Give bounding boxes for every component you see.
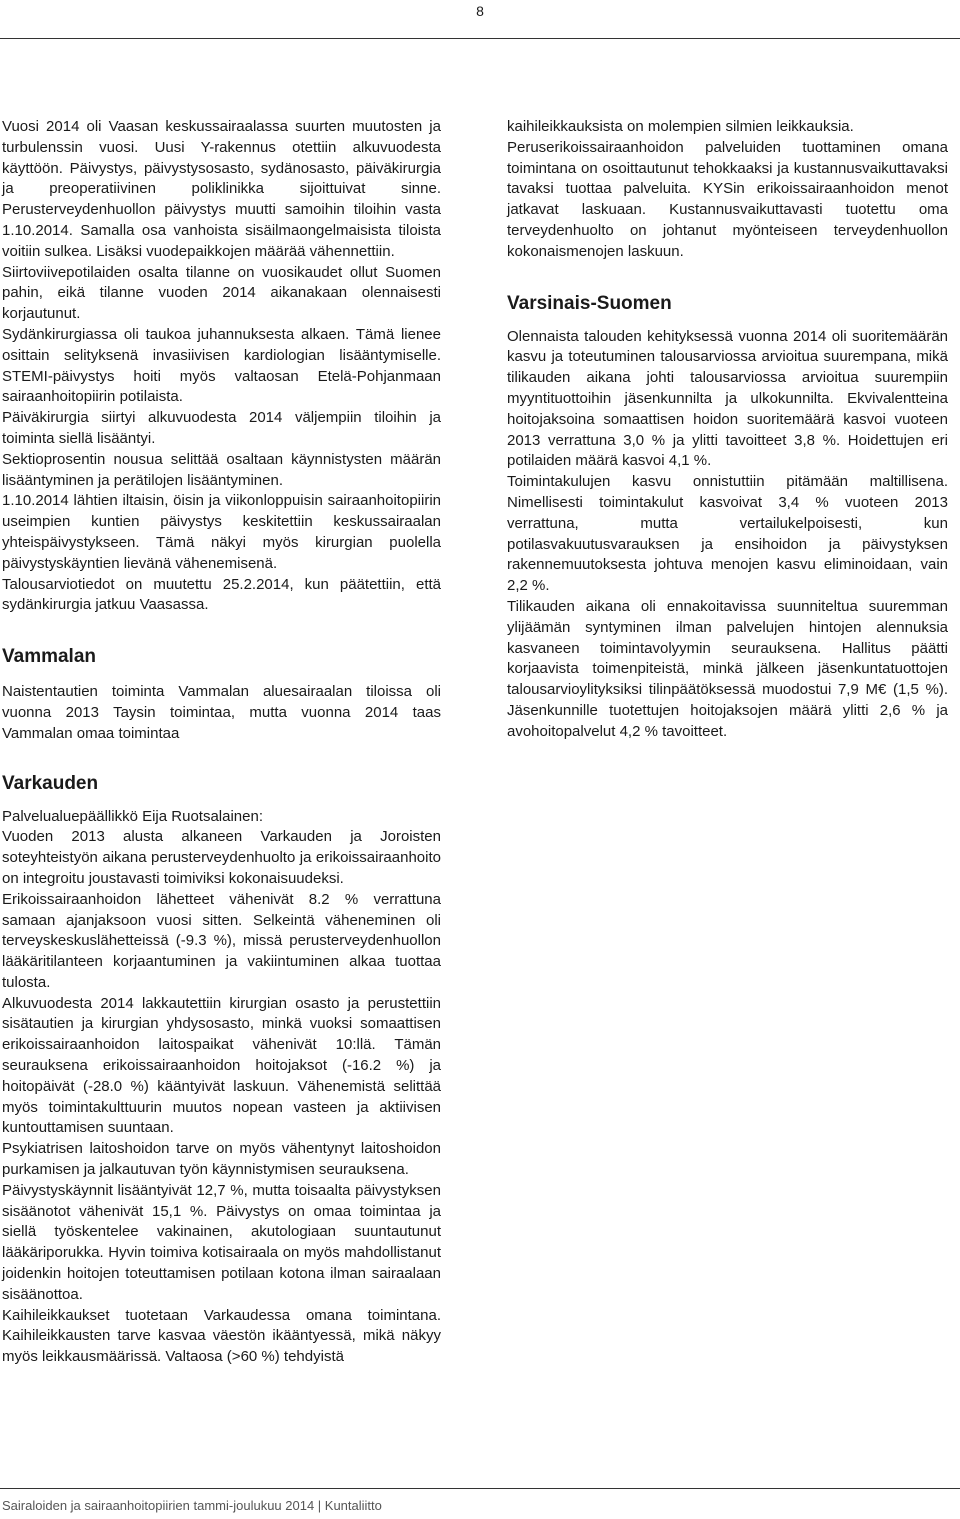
paragraph: Naistentautien toiminta Vammalan aluesairaalan tiloissa oli vuonna 2013 Taysin toimintaa, mutta vuonna 2014 taas Vammalan omaa toimintaa — [2, 683, 441, 742]
footer-divider — [0, 1488, 960, 1489]
paragraph: Olennaista talouden kehityksessä vuonna 2014 oli suoritemäärän kasvu ja toteutuminen talousarviossa arvioitua suurempana, mikä tilikauden aikana johti talousarviossa arvioitua suurempiin myyntituottoihin jäsenkunnilta ja ulkokunnilta. Ekvivalentteina hoitojaksoina somaattisen hoidon suoritemäärä kasvoi vuoteen 2013 verrattuna 3,0 % ja ylitti tavoitteet 3,8 %. Hoidettujen eri potilaiden määrä kasvoi 4,1 %. — [507, 327, 948, 470]
paragraph: Vuoden 2013 alusta alkaneen Varkauden ja Joroisten soteyhteistyön aikana perusterveydenhuolto ja erikoissairaanhoito on integroitu joustavasti toimiviksi kokonaisuudeksi. — [2, 828, 441, 887]
paragraph: Alkuvuodesta 2014 lakkautettiin kirurgian osasto ja perustettiin sisätautien ja kirurgian yhdysosasto, minkä vuoksi somaattisen erikoissairaanhoidon laitospaikat vähenivät 10:llä. Tämän seurauksena erikoissairaanhoidon hoitojaksot (-16.2 %) ja hoitopäivät (-28.0 %) kääntyivät laskuun. Vähenemistä selittää myös toimintakulttuurin muutos nopean vasteen ja aktiivisen kuntouttamisen suuntaan. — [2, 994, 441, 1137]
paragraph: Sydänkirurgiassa oli taukoa juhannuksesta alkaen. Tämä lienee osittain selityksenä invasiivisen kardiologian lisääntymiselle. STEMI-päivystys hoiti myös valtaosan Etelä-Pohjanmaan sairaanhoitopiirin potilaista. — [2, 325, 441, 406]
paragraph: Vuosi 2014 oli Vaasan keskussairaalassa suurten muutosten ja turbulenssin vuosi. Uusi Y-rakennus otettiin alkuvuodesta käyttöön. Päivystys, päivystysosasto, sydänosasto, päiväkirurgia ja preoperatiivinen poliklinikka sijoittuivat sinne. Perusterveydenhuollon päivystys muutti samoihin tiloihin vasta 1.10.2014. Samalla osa vanhoista sisäilmaongelmaisista tiloista voitiin sulkea. Lisäksi vuodepaikkojen määrää vähennettiin. — [2, 118, 441, 260]
paragraph: Psykiatrisen laitoshoidon tarve on myös vähentynyt laitoshoidon purkamisen ja jalkautuvan työn käynnistymisen seurauksena. — [2, 1140, 441, 1179]
paragraph: Sektioprosentin nousua selittää osaltaan käynnistysten määrän lisääntyminen ja perätilojen lisääntyminen. — [2, 450, 441, 489]
paragraph: Päiväkirurgia siirtyi alkuvuodesta 2014 väljempiin tiloihin ja toiminta siellä lisääntyi. — [2, 409, 441, 447]
page-footer: Sairaloiden ja sairaanhoitopiirien tammi-joulukuu 2014 | Kuntaliitto — [2, 1498, 382, 1513]
paragraph: kaihileikkauksista on molempien silmien leikkauksia. — [507, 118, 854, 135]
paragraph: Peruserikoissairaanhoidon palveluiden tuottaminen omana toimintana on osoittautunut tehokkaaksi ja kustannusvaikuttavaksi tavaksi tuottaa palveluita. KYSin erikoissairaanhoidon menot jatkavat laskuaan. Kustannusvaikuttavasti tuotettu oma terveydenhuolto on johtanut myönteiseen terveydenhuollon kokonaismenojen laskuun. — [507, 138, 948, 260]
paragraph: Erikoissairaanhoidon lähetteet vähenivät 8.2 % verrattuna samaan ajanjaksoon vuosi sitten. Selkeintä väheneminen oli terveyskeskuslähetteissä (-9.3 %), missä perusterveydenhuollon lääkäritilanteen korjaantuminen ja vakiintuminen alkaa tuottaa tulosta. — [2, 890, 441, 991]
section-heading-vammalan: Vammalan — [2, 646, 96, 668]
right-column — [507, 117, 948, 743]
paragraph: 1.10.2014 lähtien iltaisin, öisin ja viikonloppuisin sairaanhoitopiirin useimpien kuntien päivystys keskitettiin keskussairaalan yhteispäivystykseen. Tämä näkyi myös kirurgian puolella päivystyskäyntien lievänä vähenemisenä. — [2, 492, 441, 572]
paragraph: Päivystyskäynnit lisääntyivät 12,7 %, mutta toisaalta päivystyksen sisäänotot vähenivät 15,1 %. Päivystys on omaa toimintaa ja siellä työskentelee vakinainen, akutologiaan suuntautunut lääkäriporukka. Hyvin toimiva kotisairaala on myös mahdollistanut joidenkin hoitojen toteuttamisen potilaan kotona ilman sairaalaan sisäänottoa. — [2, 1181, 441, 1303]
section-heading-varkauden: Varkauden — [2, 772, 99, 794]
paragraph: Toimintakulujen kasvu onnistuttiin pitämään maltillisena. Nimellisesti toimintakulut kasvoivat 3,4 % vuoteen 2013 verrattuna, mutta vertailukelpoisesti, kun potilasvakuutusvarauksen ja ensihoidon ja päivystyksen rakennemuutoksesta johtuva menojen kasvu eliminoidaan, vain 2,2 %. — [507, 473, 948, 595]
paragraph: Kaihileikkaukset tuotetaan Varkaudessa omana toimintana. Kaihileikkausten tarve kasvaa väestön ikääntyessä, mikä näkyy myös leikkausmäärissä. Valtaosa (>60 %) tehdyistä — [2, 1306, 441, 1366]
paragraph: Talousarviotiedot on muutettu 25.2.2014, kun päätettiin, että sydänkirurgia jatkuu Vaasassa. — [2, 575, 441, 614]
page-number: 8 — [476, 3, 484, 19]
header-divider — [0, 38, 960, 39]
paragraph: Palvelualuepäällikkö Eija Ruotsalainen: — [2, 807, 263, 825]
paragraph: Siirtoviivepotilaiden osalta tilanne on vuosikaudet ollut Suomen pahin, eikä tilanne vuoden 2014 aikanakaan olennaisesti korjautunut. — [2, 263, 441, 323]
left-column — [2, 117, 441, 1368]
paragraph: Tilikauden aikana oli ennakoitavissa suunniteltua suuremman ylijäämän syntyminen ilman palvelujen hintojen alennuksia kasvaneen toimintavolyymin seurauksena. Hallitus päätti korjaavista toimenpiteistä, minkä jälkeen jäsenkuntatuottojen talousarvioylityksiksi tilinpäätöksessä muodostui 7,9 M€ (1,5 %). Jäsenkunnille tuotettujen hoitojaksojen määrä ylitti 2,6 % ja avohoitopalvelut 4,2 % tavoitteet. — [507, 597, 948, 740]
section-heading-varsinais-suomen: Varsinais-Suomen — [507, 292, 672, 314]
